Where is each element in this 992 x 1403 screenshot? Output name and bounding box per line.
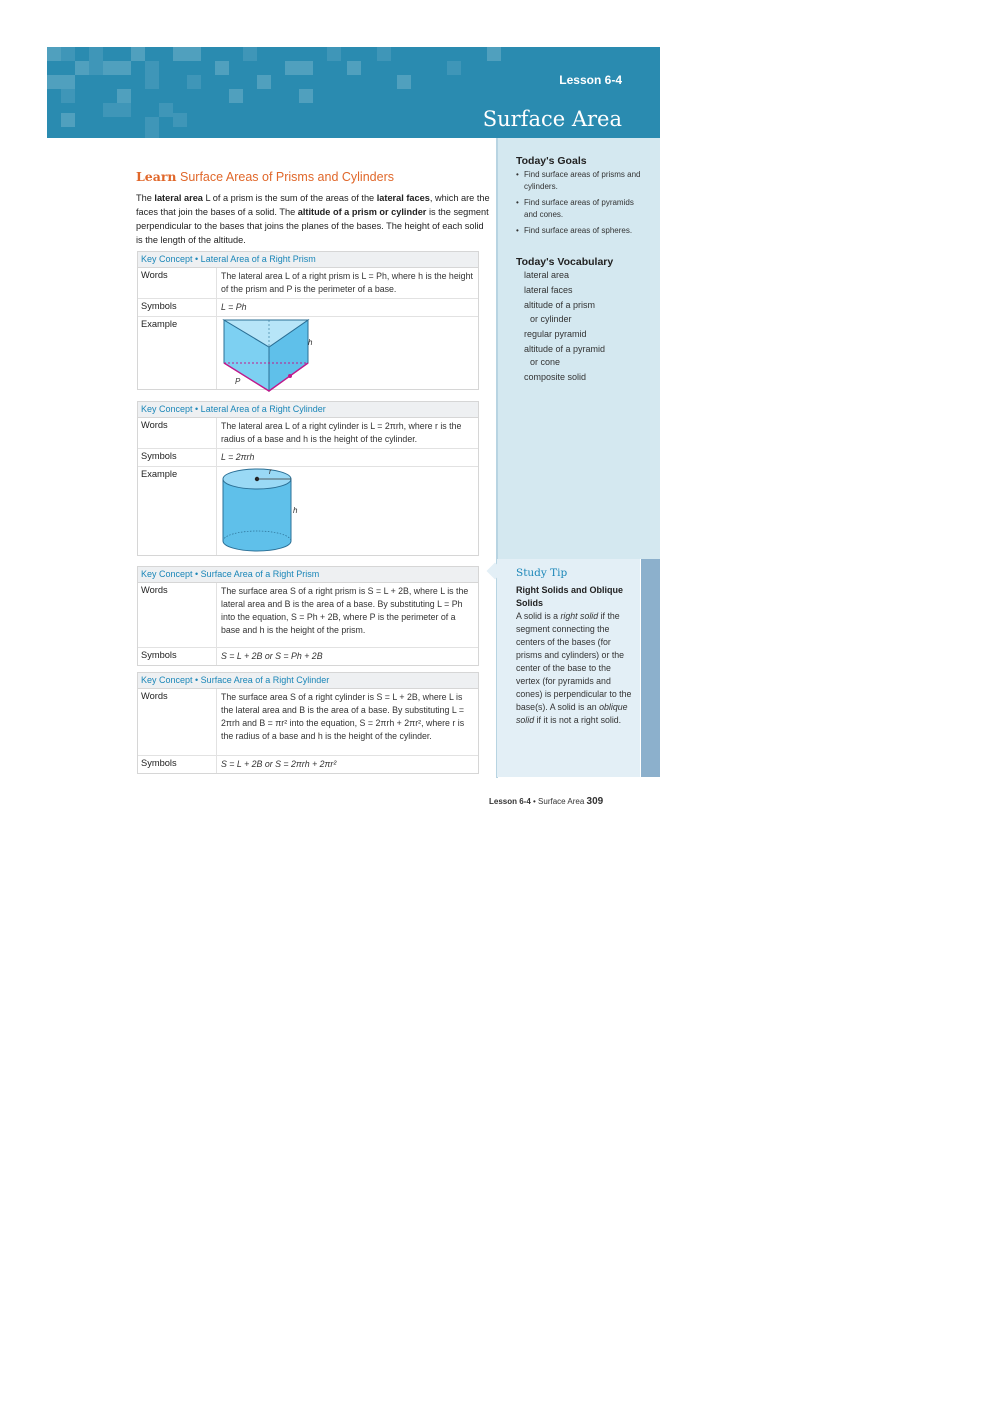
row-label: Words (141, 420, 168, 430)
term-right-solid: right solid (560, 611, 599, 621)
example-row (138, 317, 478, 389)
symbols-value: L = Ph (216, 299, 478, 316)
vocab-item: altitude of a pyramid (524, 344, 606, 354)
vocab-item: altitude of a prism (524, 300, 596, 310)
words-row (138, 583, 478, 648)
footer-lesson: Lesson 6-4 (489, 797, 531, 806)
concept-title: Key Concept • Lateral Area of a Right Cylinder (138, 402, 478, 418)
goals-heading: Today's Goals (516, 155, 587, 167)
words-value: The surface area S of a right prism is S = L + 2B, where L is the lateral area and B is the area of a base. By substituting L = Ph into the equation, S = Ph + 2B, where P is the perimeter of a base and h is the height of the prism. (216, 583, 478, 647)
vocab-item: lateral faces (524, 285, 573, 295)
key-concept-lateral-cylinder (137, 401, 479, 556)
lesson-label: Lesson 6-4 (559, 73, 622, 87)
page-title: Surface Area (482, 107, 622, 131)
term-altitude: altitude of a prism or cylinder (297, 207, 427, 217)
vocab-item: lateral area (524, 270, 570, 280)
learn-heading (136, 169, 394, 184)
vocab-item: or cone (530, 357, 561, 367)
cylinder-label-r: r (269, 467, 272, 476)
row-label: Example (141, 469, 178, 479)
symbols-value: S = L + 2B or S = Ph + 2B (216, 648, 478, 665)
words-row (138, 689, 478, 756)
study-tip-bar (641, 559, 660, 777)
key-concept-surface-prism (137, 566, 479, 666)
page-footer: Lesson 6-4 • Surface Area 309 (489, 796, 604, 807)
row-label: Words (141, 585, 168, 595)
prism-figure (219, 317, 319, 393)
symbols-row (138, 449, 478, 467)
symbols-value: L = 2πrh (216, 449, 478, 466)
words-row (138, 268, 478, 299)
term-oblique-solid: oblique solid (516, 702, 628, 725)
concept-title: Key Concept • Surface Area of a Right Prism (138, 567, 478, 583)
prism-label-h: h (308, 338, 313, 347)
row-label: Example (141, 319, 178, 329)
study-tip-subtitle: Right Solids and Oblique Solids (516, 585, 623, 608)
concept-title: Key Concept • Surface Area of a Right Cylinder (138, 673, 478, 689)
vocab-item: or cylinder (530, 314, 572, 324)
words-row (138, 418, 478, 449)
goal-item: • Find surface areas of prisms and cylinders. (516, 170, 641, 191)
term-lateral-area: lateral area (154, 193, 203, 203)
words-value: The surface area S of a right cylinder is S = L + 2B, where L is the lateral area and B is the area of a base. By substituting L = 2πrh and B = πr² into the equation, S = 2πrh + 2πr², where r is the radius of a base and h is the height of the cylinder. (216, 689, 478, 755)
row-label: Symbols (141, 451, 177, 461)
row-label: Words (141, 691, 168, 701)
learn-title: Surface Areas of Prisms and Cylinders (180, 170, 394, 184)
row-label: Symbols (141, 301, 177, 311)
learn-tag: Learn (136, 169, 177, 184)
study-tip-body: A solid is a right solid if the segment connecting the centers of the bases (for prisms and cylinders) or the center of the base to the vertex (for pyramids and cones) is perpendicular to the base(s). A solid is an oblique solid if it is not a right solid. (516, 611, 632, 725)
row-label: Symbols (141, 650, 177, 660)
vocab-item: composite solid (524, 372, 587, 382)
concept-title: Key Concept • Lateral Area of a Right Prism (138, 252, 478, 268)
key-concept-surface-cylinder (137, 672, 479, 774)
row-label: Words (141, 270, 168, 280)
intro-paragraph: The lateral area L of a prism is the sum of the areas of the lateral faces, which are the faces that join the bases of a solid. The altitude of a prism or cylinder is the segment perpendicular to the bases that joins the planes of the bases. The height of each solid is the length of the altitude. (136, 193, 490, 245)
prism-label-p: P (235, 377, 241, 386)
goal-item: • Find surface areas of pyramids and cones. (516, 198, 634, 219)
study-tip-title: Study Tip (516, 567, 568, 579)
symbols-row (138, 299, 478, 317)
words-value: The lateral area L of a right cylinder is L = 2πrh, where r is the radius of a base and h is the height of the cylinder. (216, 418, 478, 448)
symbols-row (138, 648, 478, 665)
row-label: Symbols (141, 758, 177, 768)
key-concept-lateral-prism (137, 251, 479, 390)
vocab-heading: Today's Vocabulary (516, 256, 614, 268)
words-value: The lateral area L of a right prism is L = Ph, where h is the height of the prism and P is the perimeter of a base. (216, 268, 478, 298)
footer-topic: Surface Area (538, 797, 585, 806)
page-number: 309 (586, 796, 604, 807)
cylinder-figure (219, 467, 319, 555)
symbols-value: S = L + 2B or S = 2πrh + 2πr² (216, 756, 478, 773)
example-figure (216, 317, 478, 389)
cylinder-label-h: h (293, 506, 298, 515)
example-figure (216, 467, 478, 555)
goal-item: • Find surface areas of spheres. (516, 226, 633, 235)
example-row (138, 467, 478, 555)
header-banner (47, 47, 660, 138)
symbols-row (138, 756, 478, 773)
vocab-item: regular pyramid (524, 329, 587, 339)
term-lateral-faces: lateral faces (376, 193, 430, 203)
